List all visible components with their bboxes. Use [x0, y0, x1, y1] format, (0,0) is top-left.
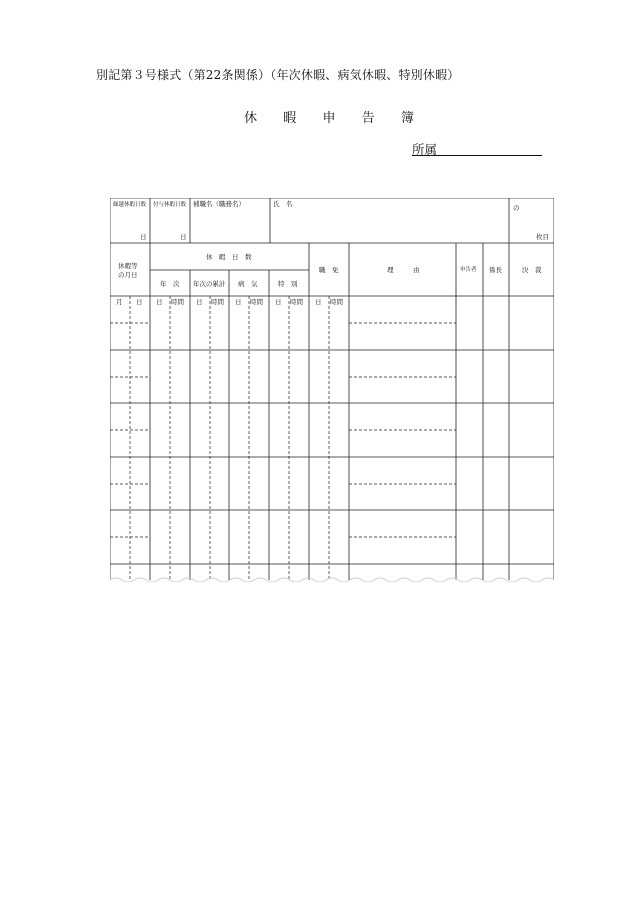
title-char: 暇 [283, 111, 297, 126]
unit-day: 日 [196, 298, 203, 306]
unit-day: 日 [136, 298, 143, 306]
reason-label: 理 由 [387, 266, 420, 274]
form-grid [110, 198, 554, 582]
title-char: 申 [322, 111, 336, 126]
title-char: 告 [361, 111, 375, 126]
affiliation-field[interactable] [412, 140, 542, 156]
unit-hours: 時間 [171, 298, 184, 306]
unit-hours: 時間 [330, 298, 343, 306]
unit-month: 月 [116, 298, 123, 306]
month-day-label-line1: 休暇等 [118, 262, 138, 270]
position-title-label: 補職名（職務名） [193, 200, 245, 208]
granted-days-label: 付与休暇日数 [153, 202, 187, 208]
affiliation-label: 所属 [412, 142, 438, 157]
carryover-days-unit: 日 [140, 233, 147, 241]
unit-day: 日 [235, 298, 242, 306]
applicant-label: 申告者 [460, 267, 477, 273]
name-label: 氏 名 [273, 200, 293, 208]
duty-exempt-label: 職 免 [319, 266, 339, 274]
annual-cumulative-label: 年次の累計 [193, 280, 226, 288]
form-title [244, 107, 414, 126]
month-day-label-line2: の月日 [118, 271, 138, 279]
unit-hours: 時間 [211, 298, 224, 306]
sheet-no-prefix: の [513, 204, 520, 212]
granted-days-unit: 日 [180, 233, 187, 241]
annual-label: 年 次 [160, 280, 180, 288]
leave-record-form [110, 198, 554, 582]
unit-day: 日 [275, 298, 282, 306]
title-char: 簿 [400, 111, 414, 126]
unit-hours: 時間 [290, 298, 303, 306]
title-char: 休 [244, 111, 258, 126]
torn-edge [110, 578, 554, 582]
chief-label: 係長 [489, 266, 502, 274]
unit-hours: 時間 [250, 298, 263, 306]
special-label: 特 別 [278, 280, 298, 288]
leave-days-label: 休 暇 日 数 [206, 253, 252, 261]
form-heading: 別記第３号様式（第22条関係）（年次休暇、病気休暇、特別休暇） [96, 68, 460, 82]
sheet-no-suffix: 枚目 [536, 233, 549, 241]
unit-day: 日 [156, 298, 163, 306]
approval-label: 決 裁 [522, 266, 542, 274]
carryover-days-label: 繰越休暇日数 [113, 202, 147, 208]
unit-day: 日 [315, 298, 322, 306]
sick-label: 病 気 [238, 280, 258, 288]
